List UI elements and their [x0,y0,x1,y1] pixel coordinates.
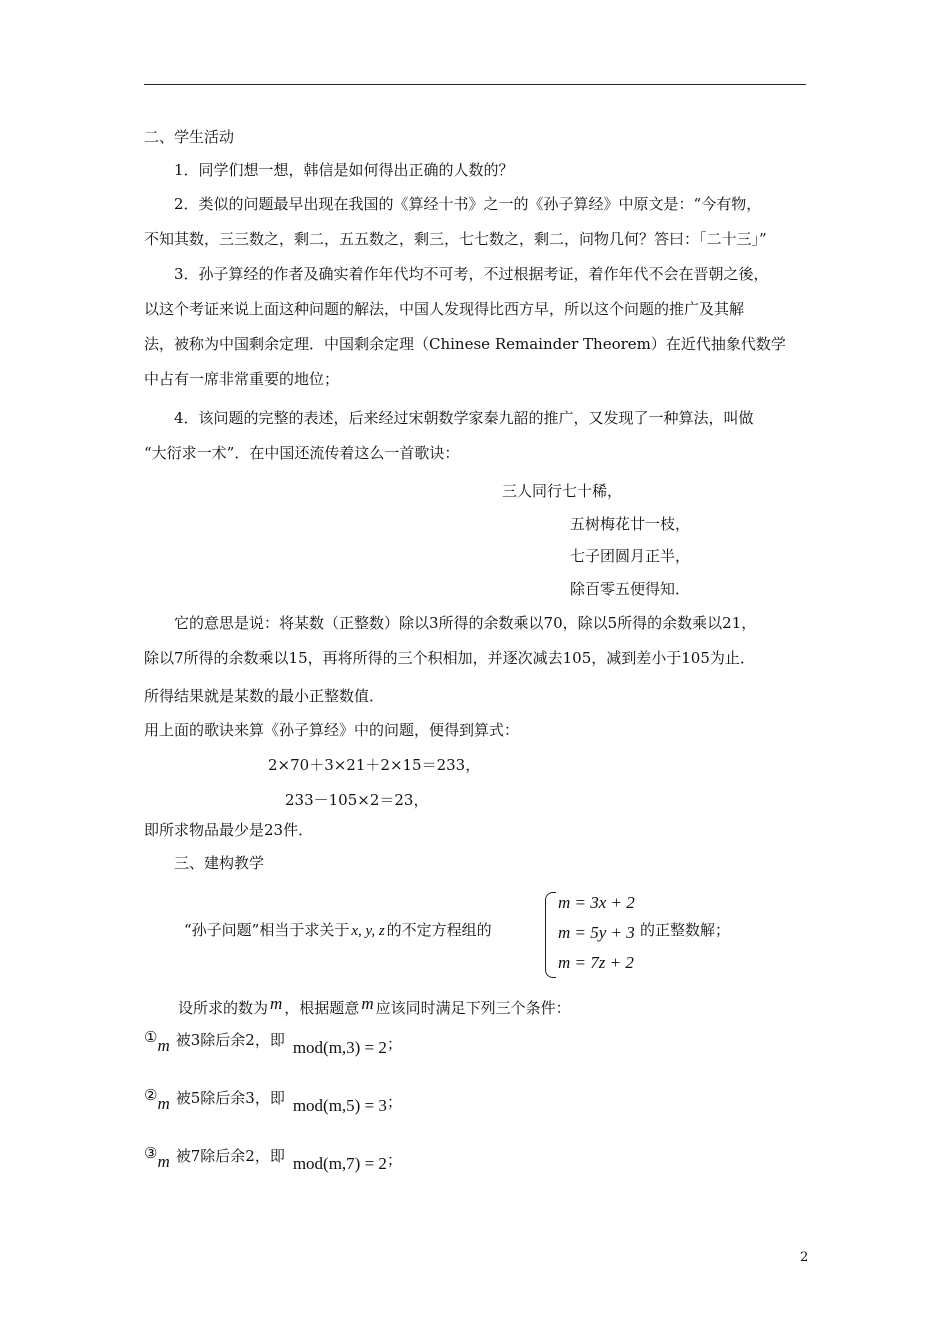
calculation-line-2: 233－105×2＝23， [285,791,429,809]
paragraph-3-line-1: 3．孙子算经的作者及确实着作年代均不可考，不过根据考证，着作年代不会在晋朝之後， [174,265,769,283]
result-line: 即所求物品最少是23件． [144,821,314,839]
paragraph-3-line-4: 中占有一席非常重要的地位； [144,370,340,388]
poem-line-2: 五树梅花廿一枝， [570,515,691,533]
condition-variable: m [157,1036,170,1055]
condition-text: 被3除后余2，即 [175,1031,285,1049]
poem-line-1: 三人同行七十稀， [502,482,623,500]
equation-row-3: m = 7z + 2 [558,953,634,972]
system-text-before: “孙子问题”相当于求关于 [184,921,350,939]
paragraph-2-line-1: 2．类似的问题最早出现在我国的《算经十书》之一的《孙子算经》中原文是：“今有物， [174,195,762,213]
condition-end: ； [386,1093,402,1111]
equation-row-2: m = 5y + 3 [558,923,635,942]
condition-marker: ① [144,1028,158,1046]
poem-line-3: 七子团圆月正半， [570,547,691,565]
condition-formula: mod(m,7) = 2 [292,1154,387,1173]
meaning-line-3: 所得结果就是某数的最小正整数值． [144,687,385,705]
calculation-intro: 用上面的歌诀来算《孙子算经》中的问题，便得到算式： [144,721,520,739]
meaning-line-1: 它的意思是说：将某数（正整数）除以3所得的余数乘以70，除以5所得的余数乘以21， [174,614,757,632]
condition-end: ； [386,1151,402,1169]
conditions-intro-c: 应该同时满足下列三个条件： [375,999,571,1017]
conditions-intro [178,994,571,1018]
paragraph-3-line-2: 以这个考证来说上面这种问题的解法，中国人发现得比西方早，所以这个问题的推广及其解 [144,300,745,318]
variable-m: m [361,994,374,1013]
system-text-mid: 的不定方程组的 [386,921,492,939]
condition-marker: ③ [144,1144,158,1162]
condition-variable: m [157,1094,170,1113]
condition-variable: m [157,1152,170,1171]
system-sentence [184,920,492,941]
meaning-line-2: 除以7所得的余数乘以15，再将所得的三个积相加，并逐次减去105，减到差小于105为止． [144,649,755,667]
variable-m: m [270,994,283,1013]
condition-3 [144,1144,402,1173]
calculation-line-1: 2×70＋3×21＋2×15＝233， [268,756,481,774]
system-text-after: 的正整数解； [640,921,731,939]
paragraph-3-line-3: 法，被称为中国剩余定理．中国剩余定理（Chinese Remainder Theorem）在近代抽象代数学 [144,335,786,353]
condition-end: ； [386,1035,402,1053]
section-heading-construct-teaching: 三、建构教学 [174,854,265,872]
system-variables: x, y, z [351,923,385,939]
paragraph-1: 1．同学们想一想，韩信是如何得出正确的人数的？ [174,161,514,179]
condition-text: 被5除后余3，即 [175,1089,285,1107]
condition-formula: mod(m,5) = 3 [292,1096,387,1115]
header-rule [144,84,806,85]
equation-system-brace [545,892,556,978]
conditions-intro-a: 设所求的数为 [178,999,269,1017]
condition-formula: mod(m,3) = 2 [292,1038,387,1057]
section-heading-student-activity: 二、学生活动 [144,128,235,146]
conditions-intro-b: ，根据题意 [284,999,360,1017]
condition-marker: ② [144,1086,158,1104]
paragraph-4-line-2: “大衍求一术”．在中国还流传着这么一首歌诀： [144,444,460,462]
condition-text: 被7除后余2，即 [175,1147,285,1165]
paragraph-4-line-1: 4．该问题的完整的表述，后来经过宋朝数学家秦九韶的推广，又发现了一种算法，叫做 [174,409,754,427]
condition-1 [144,1028,402,1057]
page-number: 2 [800,1250,809,1265]
poem-line-4: 除百零五便得知． [570,580,691,598]
equation-row-1: m = 3x + 2 [558,893,635,912]
paragraph-2-line-2: 不知其数，三三数之，剩二，五五数之，剩三，七七数之，剩二，问物几何？答曰：「二十三」” [144,230,767,248]
condition-2 [144,1086,402,1115]
